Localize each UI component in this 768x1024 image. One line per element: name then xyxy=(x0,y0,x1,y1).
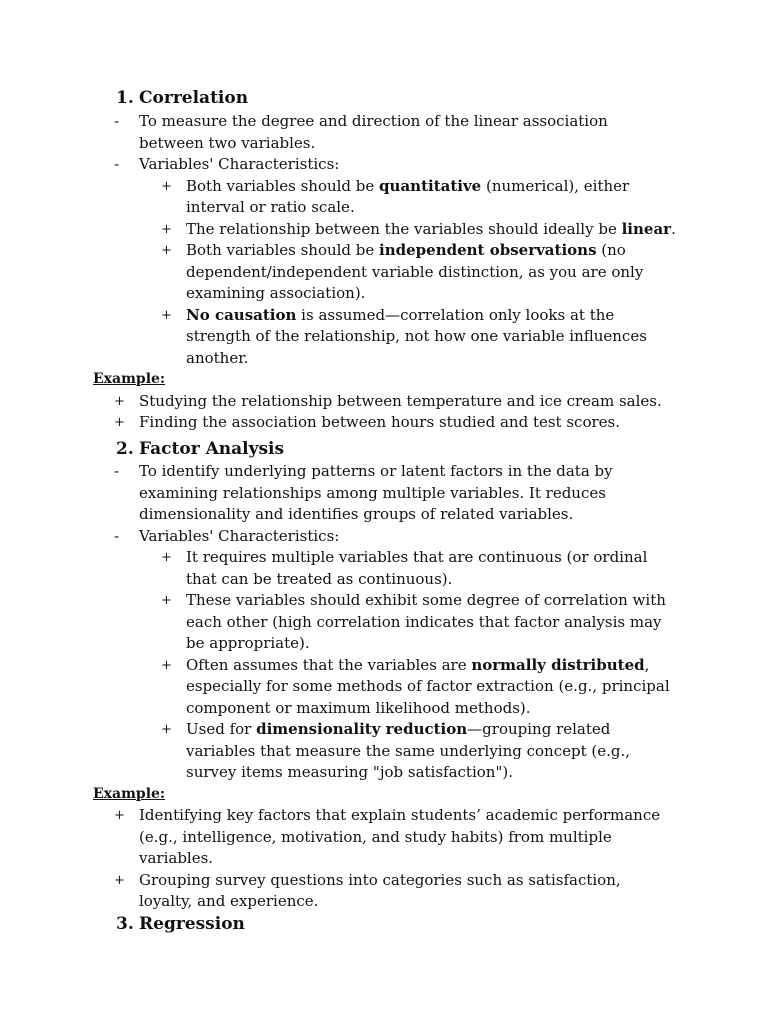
plus-marker: + xyxy=(161,550,172,565)
characteristic-bold: independent observations xyxy=(379,241,597,259)
characteristic-text: Both variables should be xyxy=(186,176,380,195)
characteristic-text: is assumed—correlation only looks at the strength of the relationship, not how one variable influences another. xyxy=(186,305,647,367)
section-heading xyxy=(0,911,768,937)
section-heading xyxy=(0,85,768,111)
plus-marker: + xyxy=(161,307,172,323)
characteristic-text: The relationship between the variables should ideally be xyxy=(186,219,622,238)
section-number: 1. xyxy=(116,88,134,108)
section-correlation-body xyxy=(0,111,768,434)
section-title: Factor Analysis xyxy=(139,439,285,459)
characteristic-text: (no dependent/independent variable distinction, as you are only examining association). xyxy=(186,241,644,302)
example-text: Grouping survey questions into categories such as satisfaction, loyalty, and experience. xyxy=(139,870,621,910)
plus-marker: + xyxy=(114,415,125,430)
characteristic-text: Often assumes that the variables are xyxy=(186,655,472,674)
dash-marker: - xyxy=(114,112,120,130)
section-factor-analysis-body xyxy=(0,461,768,913)
characteristic-bold: quantitative xyxy=(379,176,482,195)
example-text: Studying the relationship between temperature and ice cream sales. xyxy=(139,391,662,410)
purpose-item xyxy=(0,461,654,526)
characteristic-text: , especially for some methods of factor extraction (e.g., principal component or maximum likelihood methods). xyxy=(186,655,670,717)
characteristic-text: Both variables should be xyxy=(186,241,380,259)
section-title: Correlation xyxy=(139,88,249,108)
section-correlation xyxy=(0,85,768,111)
example-item xyxy=(0,391,671,413)
characteristic-text: These variables should exhibit some degree of correlation with each other (high correlation indicates that factor analysis may be appropriate). xyxy=(186,591,666,652)
plus-marker: + xyxy=(161,593,172,608)
plus-marker: + xyxy=(161,243,172,258)
section-number: 3. xyxy=(116,914,134,934)
purpose-text: To measure the degree and direction of the linear association between two variables. xyxy=(139,112,608,152)
characteristics-label: Variables' Characteristics: xyxy=(139,526,340,545)
section-factor-analysis xyxy=(0,436,768,462)
plus-marker: + xyxy=(161,178,172,194)
dash-marker: - xyxy=(114,462,120,480)
characteristic-text: Used for xyxy=(186,720,257,738)
plus-marker: + xyxy=(114,808,125,823)
example-text: Finding the association between hours studied and test scores. xyxy=(139,413,620,431)
plus-marker: + xyxy=(161,722,172,737)
purpose-text: To identify underlying patterns or latent factors in the data by examining relationships among multiple variables. It reduces dimensionality and identifies groups of related variables. xyxy=(139,462,613,523)
example-item xyxy=(0,805,671,870)
characteristic-bold: normally distributed xyxy=(471,655,645,674)
characteristics-item xyxy=(0,526,654,548)
plus-marker: + xyxy=(114,393,125,409)
section-title: Regression xyxy=(139,914,245,934)
characteristic-item xyxy=(0,305,678,370)
section-heading xyxy=(0,436,768,462)
plus-marker: + xyxy=(161,221,172,237)
example-label: Example: xyxy=(93,371,166,387)
characteristics-label: Variables' Characteristics: xyxy=(139,155,340,173)
plus-marker: + xyxy=(114,872,125,888)
characteristic-bold: dimensionality reduction xyxy=(256,720,468,738)
characteristics-item xyxy=(0,154,654,176)
plus-marker: + xyxy=(161,657,172,673)
example-label: Example: xyxy=(93,785,166,802)
dash-marker: - xyxy=(114,155,120,173)
characteristic-item xyxy=(0,219,678,241)
characteristic-item xyxy=(0,547,678,590)
example-text: Identifying key factors that explain students’ academic performance (e.g., intelligence, motivation, and study habits) from multiple variables. xyxy=(139,806,661,867)
characteristic-text: —grouping related variables that measure the same underlying concept (e.g., survey items measuring "job satisfaction"). xyxy=(186,720,631,781)
dash-marker: - xyxy=(114,526,120,545)
characteristic-item xyxy=(0,240,678,305)
characteristic-item xyxy=(0,590,678,655)
characteristic-text: (numerical), either interval or ratio scale. xyxy=(186,176,630,216)
characteristic-bold: No causation xyxy=(186,305,297,324)
characteristic-item xyxy=(0,719,678,784)
example-item xyxy=(0,412,671,434)
characteristic-text: . xyxy=(671,219,676,238)
characteristic-item xyxy=(0,655,678,720)
characteristic-bold: linear xyxy=(621,219,672,238)
section-regression xyxy=(0,911,768,937)
characteristic-text: It requires multiple variables that are continuous (or ordinal that can be treated as continuous). xyxy=(186,548,648,588)
example-item xyxy=(0,870,671,913)
section-number: 2. xyxy=(116,439,134,459)
characteristic-item xyxy=(0,176,678,219)
purpose-item xyxy=(0,111,654,154)
